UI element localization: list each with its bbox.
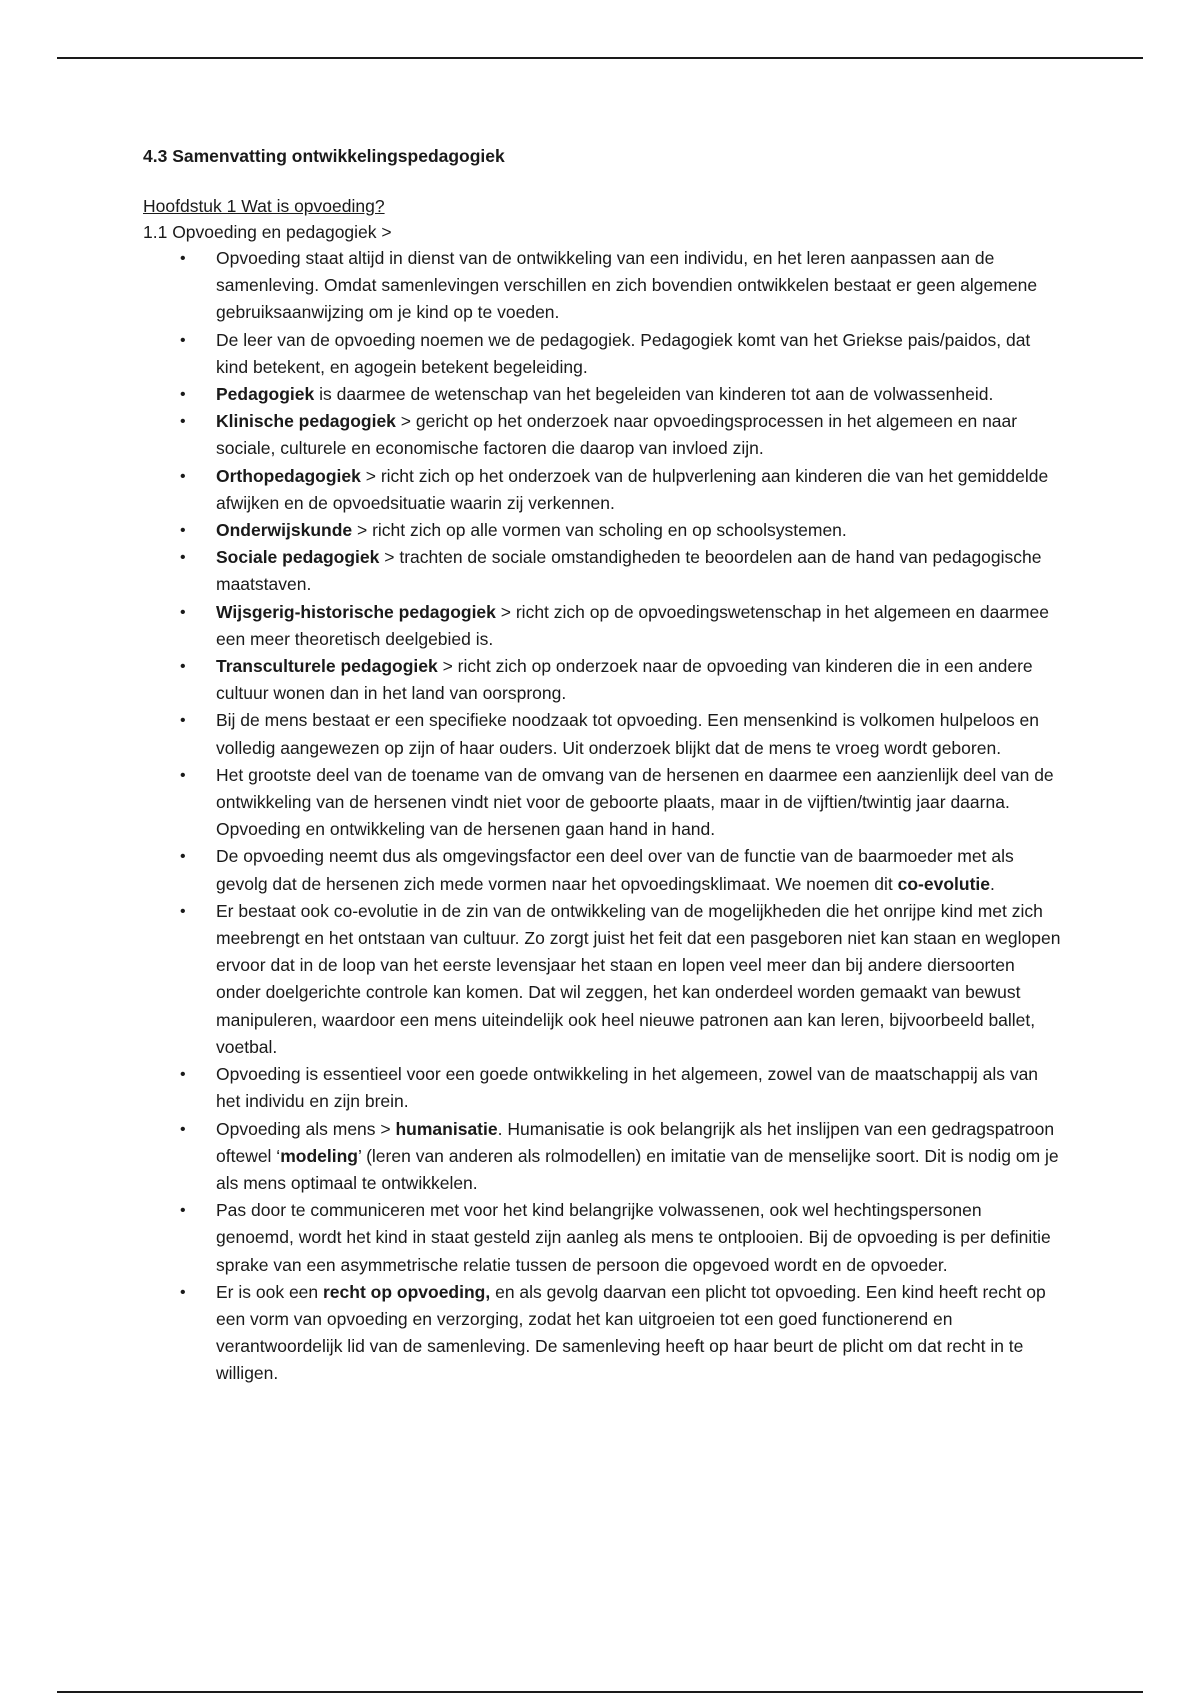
list-item-text: Pas door te communiceren met voor het kind belangrijke volwassenen, ook wel hechtingspersonen genoemd, wordt het kind in staat gesteld zijn aanleg als mens te ontplooien. Bij de opvoeding is per definitie sprake van een asymmetrische relatie tussen de persoon die opgevoed wordt en de opvoeder. bbox=[216, 1200, 1051, 1275]
bold-term: humanisatie bbox=[395, 1118, 498, 1139]
bullet-icon: • bbox=[180, 902, 186, 920]
list-item bbox=[180, 898, 1063, 1061]
list-item bbox=[180, 1116, 1063, 1198]
footer-rule bbox=[57, 1691, 1143, 1693]
bold-term: Klinische pedagogiek bbox=[216, 411, 396, 432]
bold-term: Transculturele pedagogiek bbox=[216, 656, 438, 677]
bullet-icon: • bbox=[180, 1066, 186, 1084]
bullet-icon: • bbox=[180, 467, 186, 485]
list-item bbox=[180, 762, 1063, 844]
list-item-text: Opvoeding is essentieel voor een goede ontwikkeling in het algemeen, zowel van de maatschappij als van het individu en zijn brein. bbox=[216, 1064, 1039, 1112]
list-item-text: . Humanisatie is ook belangrijk als het inslijpen van een gedragspatroon oftewel ‘ bbox=[216, 1118, 1055, 1166]
list-item bbox=[180, 408, 1063, 462]
list-item-text: Er is ook een bbox=[216, 1281, 323, 1302]
list-item-text: De opvoeding neemt dus als omgevingsfactor een deel over van de functie van de baarmoeder met als gevolg dat de hersenen zich mede vormen naar het opvoedingsklimaat. We noemen dit bbox=[216, 846, 1014, 894]
bullet-icon: • bbox=[180, 848, 186, 866]
bold-term: Orthopedagogiek bbox=[216, 465, 361, 486]
list-item bbox=[180, 653, 1063, 707]
list-item bbox=[180, 1061, 1063, 1115]
bullet-icon: • bbox=[180, 1202, 186, 1220]
list-item-text: > richt zich op het onderzoek van de hulpverlening aan kinderen die van het gemiddelde afwijken en de opvoedsituatie waarin zij verkennen. bbox=[216, 465, 1049, 513]
list-item bbox=[180, 599, 1063, 653]
bullet-icon: • bbox=[180, 766, 186, 784]
chapter-heading: Hoofdstuk 1 Wat is opvoeding? bbox=[143, 196, 385, 216]
list-item-text: ’ (leren van anderen als rolmodellen) en imitatie van de menselijke soort. Dit is nodig om je als mens optimaal te ontwikkelen. bbox=[216, 1145, 1059, 1193]
bullet-icon: • bbox=[180, 658, 186, 676]
bullet-list bbox=[143, 245, 1063, 1388]
list-item-text: is daarmee de wetenschap van het begeleiden van kinderen tot aan de volwassenheid. bbox=[314, 384, 994, 405]
bullet-icon: • bbox=[180, 603, 186, 621]
bullet-icon: • bbox=[180, 413, 186, 431]
list-item bbox=[180, 463, 1063, 517]
bullet-icon: • bbox=[180, 1120, 186, 1138]
list-item-text: Bij de mens bestaat er een specifieke noodzaak tot opvoeding. Een mensenkind is volkomen hulpeloos en volledig aangewezen op zijn of haar ouders. Uit onderzoek blijkt dat de mens te vroeg wordt geboren. bbox=[216, 710, 1040, 758]
list-item-text: Opvoeding als mens > bbox=[216, 1118, 396, 1139]
list-item-text: > trachten de sociale omstandigheden te beoordelen aan de hand van pedagogische maatstaven. bbox=[216, 547, 1042, 595]
list-item bbox=[180, 843, 1063, 897]
list-item bbox=[180, 707, 1063, 761]
list-item-text: De leer van de opvoeding noemen we de pedagogiek. Pedagogiek komt van het Griekse pais/paidos, dat kind betekent, en agogein betekent begeleiding. bbox=[216, 329, 1031, 377]
bullet-icon: • bbox=[180, 386, 186, 404]
list-item bbox=[180, 245, 1063, 327]
list-item bbox=[180, 327, 1063, 381]
document-title: 4.3 Samenvatting ontwikkelingspedagogiek bbox=[143, 146, 505, 166]
bullet-icon: • bbox=[180, 250, 186, 267]
bullet-icon: • bbox=[180, 549, 186, 567]
bold-term: modeling bbox=[280, 1145, 358, 1166]
list-item bbox=[180, 381, 1063, 408]
bullet-icon: • bbox=[180, 331, 186, 349]
list-item-text: Het grootste deel van de toename van de omvang van de hersenen en daarmee een aanzienlijk deel van de ontwikkeling van de hersenen vindt niet voor de geboorte plaats, maar in de vijftien/twintig jaar daarna. Opvoeding en ontwikkeling van de hersenen gaan hand in hand. bbox=[216, 764, 1054, 840]
bold-term: Onderwijskunde bbox=[216, 520, 353, 541]
bold-term: co-evolutie bbox=[897, 873, 991, 894]
document-body bbox=[143, 143, 1063, 1388]
bold-term: recht op opvoeding, bbox=[323, 1281, 491, 1302]
list-item-text: > richt zich op de opvoedingswetenschap in het algemeen en daarmee een meer theoretisch deelgebied is. bbox=[216, 601, 1049, 649]
bullet-icon: • bbox=[180, 1283, 186, 1301]
list-item-text: . bbox=[990, 873, 995, 894]
header-rule bbox=[57, 57, 1143, 59]
bullet-icon: • bbox=[180, 712, 186, 730]
list-item-text: Opvoeding staat altijd in dienst van de ontwikkeling van een individu, en het leren aanpassen aan de samenleving. Omdat samenlevingen verschillen en zich bovendien ontwikkelen bestaat er geen algemene gebruiksaanwijzing om je kind op te voeden. bbox=[216, 248, 1038, 323]
list-item-text: Er bestaat ook co-evolutie in de zin van de ontwikkeling van de mogelijkheden die het onrijpe kind met zich meebrengt en het ontstaan van cultuur. Zo zorgt juist het feit dat een pasgeboren niet kan staan en weglopen ervoor dat in de loop van het eerste levensjaar het staan en lopen veel meer dan bij andere diersoorten onder doelgerichte controle kan komen. Dat wil zeggen, het kan onderdeel worden gemaakt van bewust manipuleren, waardoor een mens uiteindelijk ook heel nieuwe patronen aan kan leren, bijvoorbeeld ballet, voetbal. bbox=[216, 900, 1061, 1057]
list-item bbox=[180, 544, 1063, 598]
bold-term: Wijsgerig-historische pedagogiek bbox=[216, 601, 496, 622]
list-item-text: > gericht op het onderzoek naar opvoedingsprocessen in het algemeen en naar sociale, culturele en economische factoren die daarop van invloed zijn. bbox=[216, 411, 1018, 459]
list-item bbox=[180, 1197, 1063, 1279]
section-heading: 1.1 Opvoeding en pedagogiek > bbox=[143, 222, 392, 242]
list-item-text: > richt zich op onderzoek naar de opvoeding van kinderen die in een andere cultuur wonen dan in het land van oorsprong. bbox=[216, 656, 1033, 704]
list-item bbox=[180, 517, 1063, 544]
bold-term: Sociale pedagogiek bbox=[216, 547, 380, 568]
list-item bbox=[180, 1279, 1063, 1388]
bold-term: Pedagogiek bbox=[216, 384, 315, 405]
bullet-icon: • bbox=[180, 522, 186, 540]
list-item-text: en als gevolg daarvan een plicht tot opvoeding. Een kind heeft recht op een vorm van opvoeding en verzorging, zodat het kan uitgroeien tot een goed functionerend en verantwoordelijk lid van de samenleving. De samenleving heeft op haar beurt de plicht om dat recht in te willigen. bbox=[216, 1281, 1046, 1384]
list-item-text: > richt zich op alle vormen van scholing en op schoolsystemen. bbox=[352, 520, 847, 541]
